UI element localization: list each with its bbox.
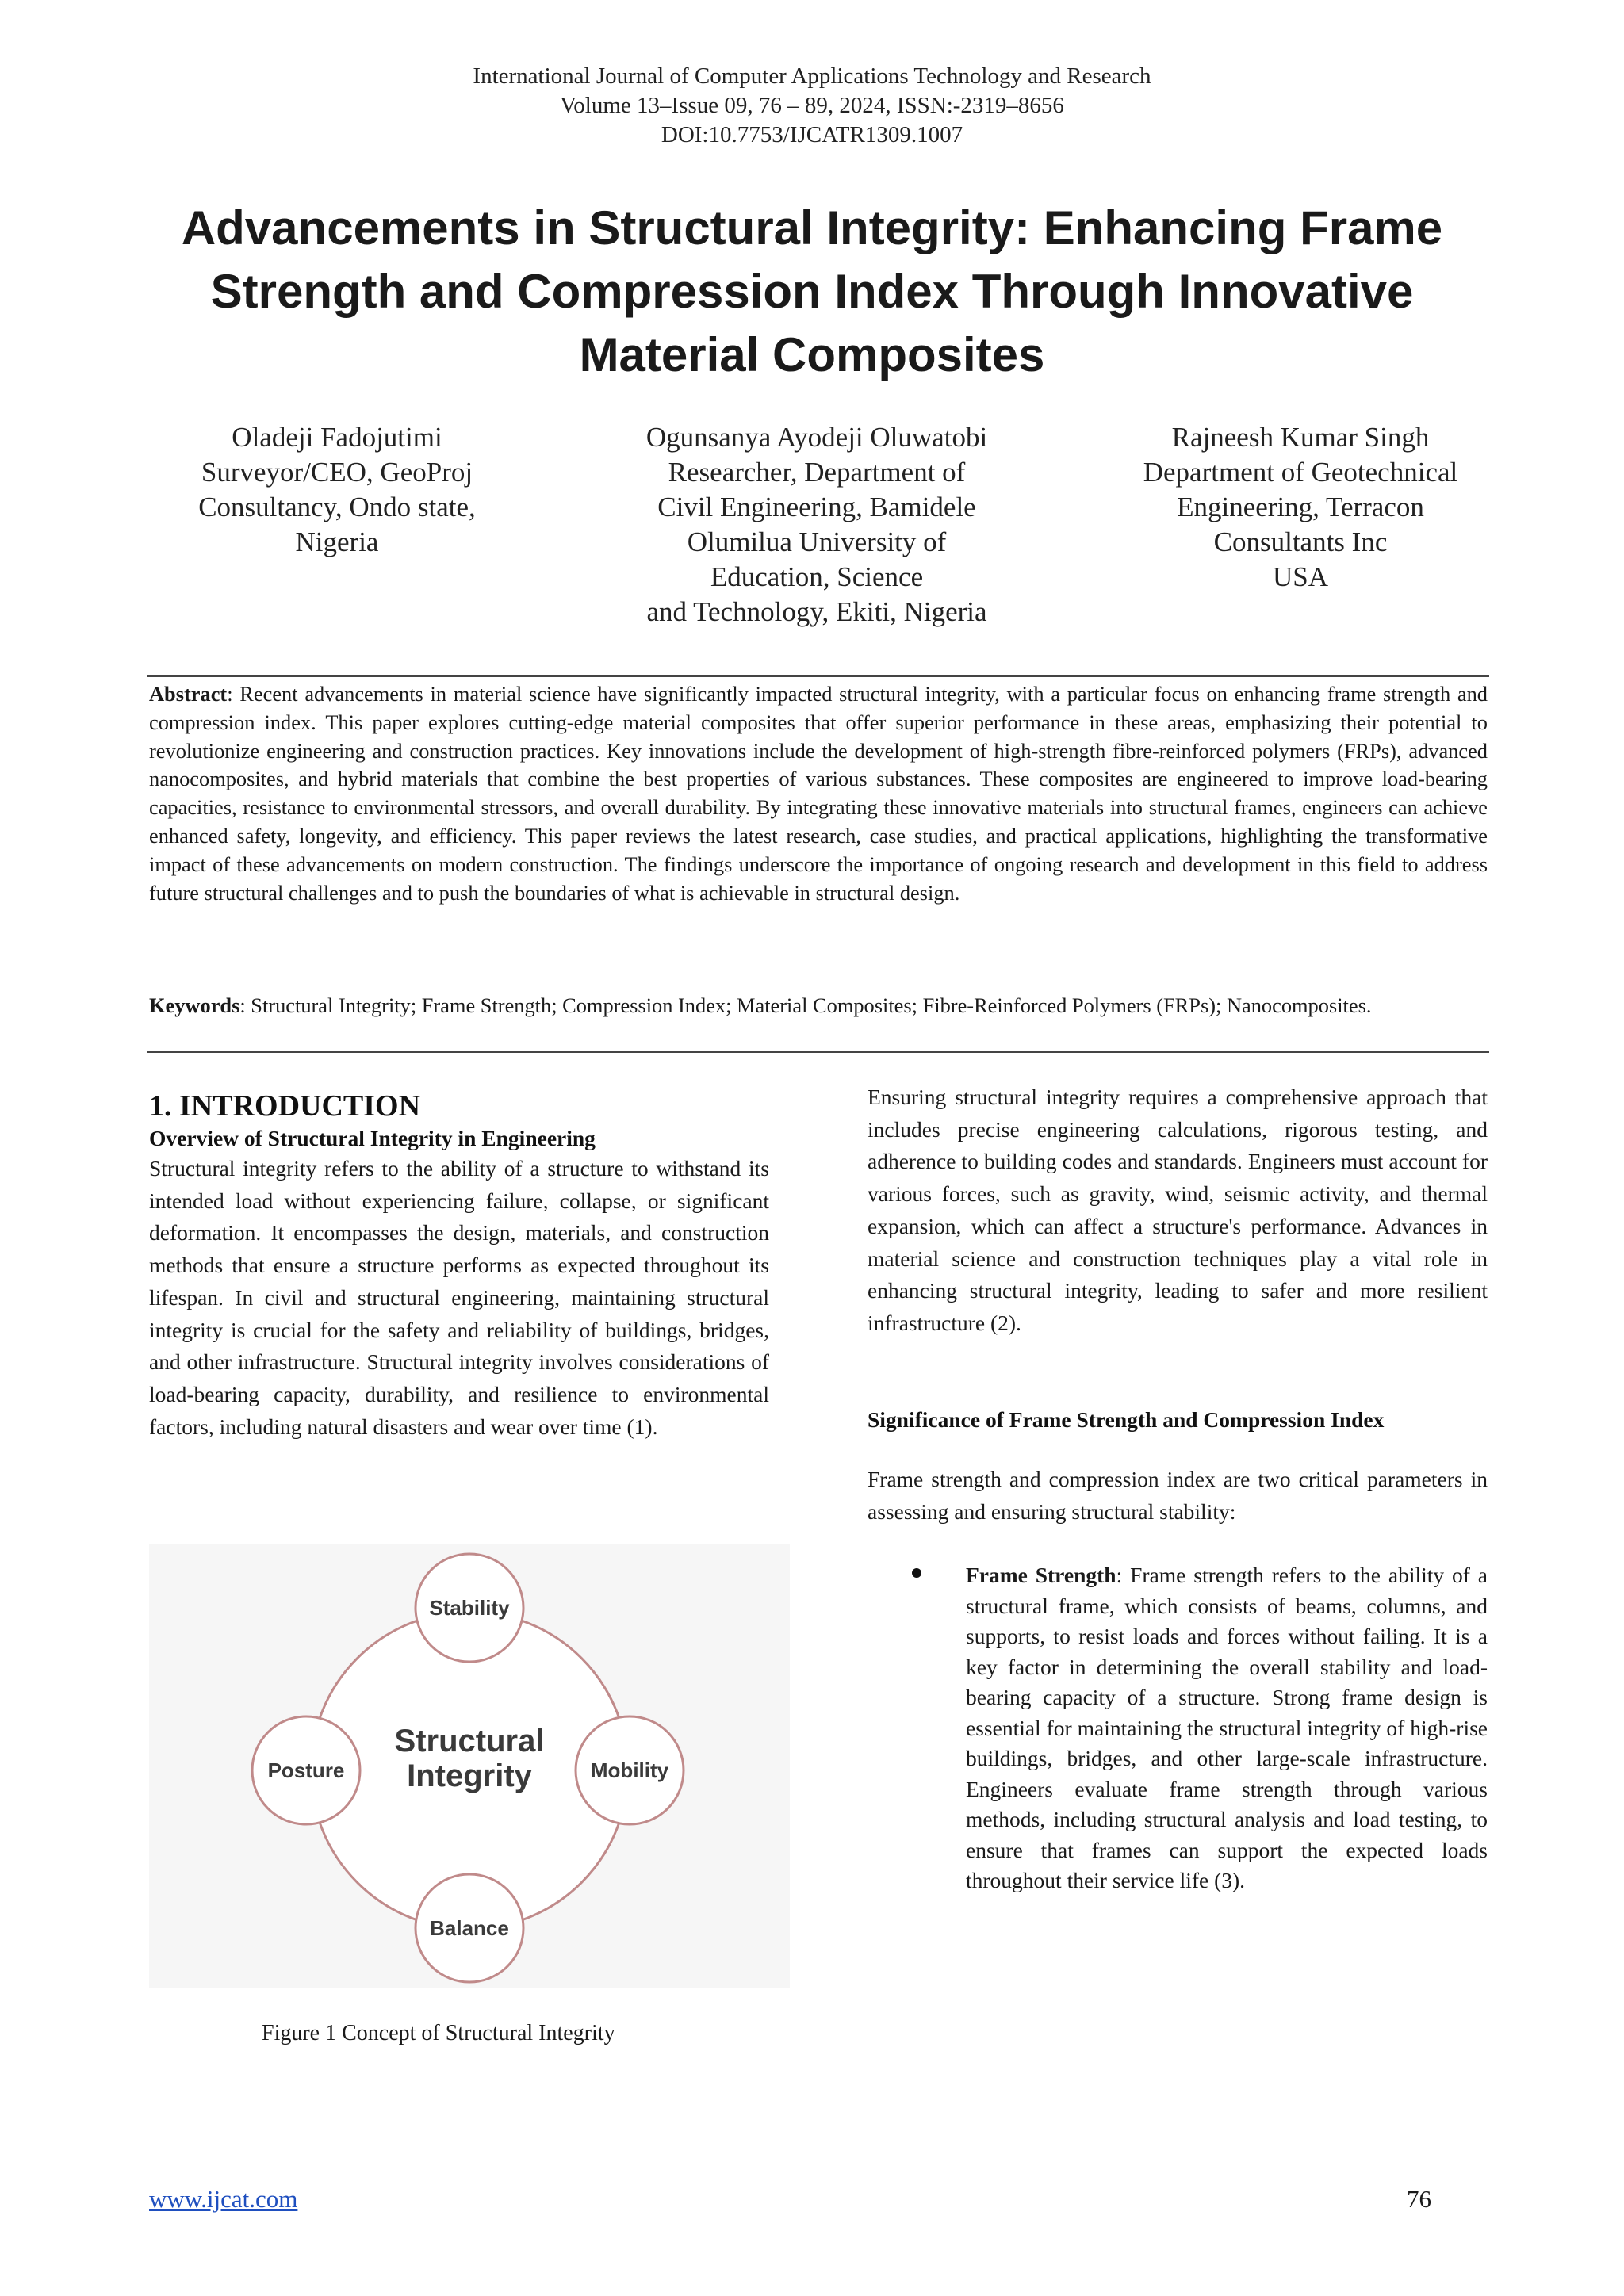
center-label-line-1: Structural bbox=[394, 1724, 545, 1758]
author-2-line: Education, Science bbox=[710, 561, 924, 592]
paper-title bbox=[127, 197, 1497, 387]
node-label-mobility: Mobility bbox=[590, 1758, 669, 1782]
figure-caption: Figure 1 Concept of Structural Integrity bbox=[262, 2021, 615, 2045]
node-label-stability: Stability bbox=[429, 1596, 510, 1620]
introduction-paragraph: Structural integrity refers to the ability of a structure to withstand its intended load without experiencing failure, collapse, or significant deformation. It encompasses the design, materials, and construction methods that ensure a structure performs as expected throughout its lifespan. In civil and structural engineering, maintaining structural integrity is crucial for the safety and reliability of buildings, bridges, and other infrastructure. Structural integrity involves considerations of load-bearing capacity, durability, and resilience to environmental factors, including natural disasters and wear over time (1). bbox=[149, 1156, 769, 1439]
author-2 bbox=[611, 420, 1023, 629]
bullet-body: : Frame strength refers to the ability of a structural frame, which consists of beams, columns, and supports, to resist loads and forces without failing. It is a key factor in determining the overall stability and load-bearing capacity of a structure. Strong frame design is essential for maintaining the structural integrity of high-rise buildings, bridges, and other large-scale infrastructure. Engineers evaluate frame strength through various methods, including structural analysis and load testing, to ensure that frames can support the expected loads throughout their service life (3). bbox=[966, 1563, 1488, 1892]
bullet-label: Frame Strength bbox=[966, 1563, 1116, 1587]
author-3-line: Consultants Inc bbox=[1213, 526, 1388, 557]
journal-name: International Journal of Computer Applications Technology and Research bbox=[473, 63, 1151, 89]
page-number: 76 bbox=[1407, 2185, 1431, 2213]
author-1-line: Nigeria bbox=[295, 526, 379, 557]
right-column bbox=[868, 1081, 1488, 1340]
abstract-top-divider bbox=[147, 675, 1489, 677]
journal-header bbox=[0, 62, 1624, 150]
author-3-line: Department of Geotechnical bbox=[1143, 457, 1458, 488]
author-3-line: Rajneesh Kumar Singh bbox=[1171, 422, 1430, 453]
node-label-balance: Balance bbox=[430, 1916, 509, 1940]
significance-paragraph-block bbox=[868, 1464, 1488, 1528]
author-2-line: Olumilua University of bbox=[687, 526, 947, 557]
journal-doi: DOI:10.7753/IJCATR1309.1007 bbox=[661, 122, 963, 147]
subheading-overview: Overview of Structural Integrity in Engineering bbox=[149, 1126, 596, 1150]
author-block bbox=[151, 420, 1491, 629]
author-2-line: Ogunsanya Ayodeji Oluwatobi bbox=[645, 422, 988, 453]
author-2-line: Civil Engineering, Bamidele bbox=[657, 492, 976, 522]
subheading-significance: Significance of Frame Strength and Compression Index bbox=[868, 1407, 1385, 1432]
keywords-label: Keywords bbox=[149, 993, 240, 1017]
author-2-line: and Technology, Ekiti, Nigeria bbox=[646, 596, 987, 627]
center-label-line-2: Integrity bbox=[407, 1758, 532, 1793]
abstract-label: Abstract bbox=[149, 682, 228, 706]
author-1-line: Consultancy, Ondo state, bbox=[198, 492, 476, 522]
section-heading-introduction: 1. INTRODUCTION bbox=[149, 1089, 421, 1123]
author-3-line: USA bbox=[1272, 561, 1329, 592]
author-1 bbox=[151, 420, 523, 629]
abstract-text: : Recent advancements in material science have significantly impacted structural integrity, with a particular focus on enhancing frame strength and compression index. This paper explores cutting-edge material composites that offer superior performance in these areas, emphasizing their potential to revolutionize engineering and construction practices. Key innovations include the development of high-strength fibre-reinforced polymers (FRPs), advanced nanocomposites, and hybrid materials that combine the best properties of various substances. These composites are engineered to improve load-bearing capacities, resistance to environmental stressors, and overall durability. By integrating these innovative materials into structural frames, engineers can achieve enhanced safety, longevity, and efficiency. This paper reviews the latest research, case studies, and practical applications, highlighting the transformative impact of these advancements on modern construction. The findings underscore the importance of ongoing research and development in this field to address future structural challenges and to push the boundaries of what is achievable in structural design. bbox=[149, 682, 1488, 905]
abstract-bottom-divider bbox=[147, 1051, 1489, 1053]
author-3 bbox=[1110, 420, 1491, 629]
structural-integrity-approach-paragraph: Ensuring structural integrity requires a comprehensive approach that includes precise engineering calculations, rigorous testing, and adherence to building codes and standards. Engineers must account for various forces, such as gravity, wind, seismic activity, and thermal expansion, which can affect a structure's performance. Advances in material science and construction techniques play a vital role in enhancing structural integrity, leading to safer and more resilient infrastructure (2). bbox=[868, 1085, 1488, 1335]
footer-website-link[interactable]: www.ijcat.com bbox=[149, 2185, 298, 2213]
keywords bbox=[149, 993, 1488, 1018]
left-column bbox=[149, 1088, 769, 1443]
author-3-line: Engineering, Terracon bbox=[1177, 492, 1424, 522]
bullet-dot-icon bbox=[912, 1568, 921, 1578]
significance-paragraph: Frame strength and compression index are two critical parameters in assessing and ensuring structural stability: bbox=[868, 1467, 1488, 1524]
title-line-2: Strength and Compression Index Through Innovative bbox=[210, 265, 1414, 318]
abstract bbox=[149, 680, 1488, 907]
figure-structural-integrity bbox=[149, 1544, 790, 1988]
bullet-text bbox=[966, 1560, 1488, 1896]
significance-heading-block bbox=[868, 1406, 1488, 1434]
title-line-3: Material Composites bbox=[579, 328, 1045, 381]
author-1-line: Oladeji Fadojutimi bbox=[232, 422, 442, 453]
node-label-posture: Posture bbox=[267, 1758, 345, 1782]
structural-integrity-diagram bbox=[149, 1544, 790, 1988]
keywords-text: : Structural Integrity; Frame Strength; Compression Index; Material Composites; Fibre-Reinforced Polymers (FRPs); Nanocomposites. bbox=[239, 993, 1372, 1017]
author-2-line: Researcher, Department of bbox=[668, 457, 966, 488]
journal-volume: Volume 13–Issue 09, 76 – 89, 2024, ISSN:-2319–8656 bbox=[560, 93, 1064, 118]
title-line-1: Advancements in Structural Integrity: Enhancing Frame bbox=[181, 201, 1443, 254]
author-1-line: Surveyor/CEO, GeoProj bbox=[201, 457, 473, 488]
